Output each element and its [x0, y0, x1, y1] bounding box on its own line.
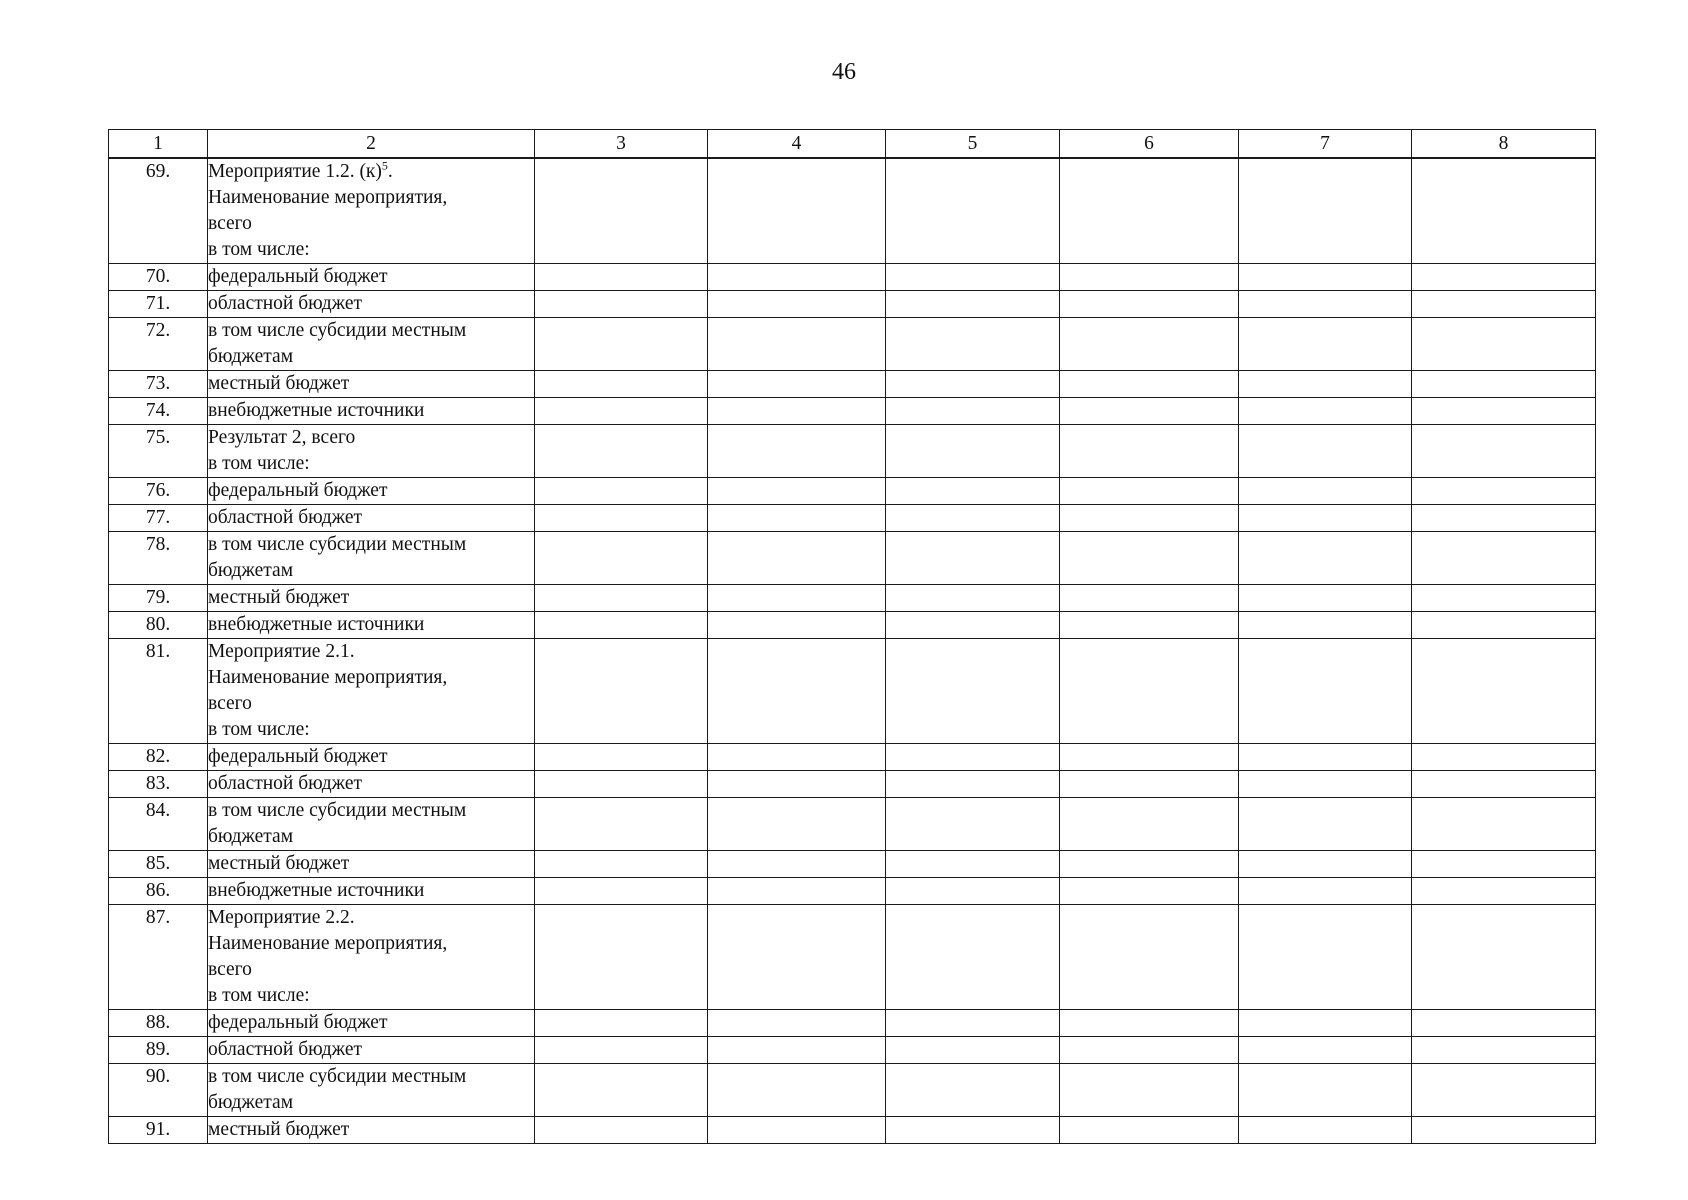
value-cell-col-6 [1060, 318, 1239, 371]
row-number: 75. [109, 425, 208, 478]
value-cell-col-8 [1412, 771, 1596, 798]
row-label: областной бюджет [208, 1037, 535, 1064]
value-cell-col-7 [1239, 318, 1412, 371]
value-cell-col-6 [1060, 425, 1239, 478]
value-cell-col-8 [1412, 505, 1596, 532]
value-cell-col-3 [535, 1064, 708, 1117]
value-cell-col-7 [1239, 532, 1412, 585]
row-label: в том числе субсидии местным бюджетам [208, 798, 535, 851]
value-cell-col-4 [708, 505, 886, 532]
value-cell-col-4 [708, 851, 886, 878]
row-number: 80. [109, 612, 208, 639]
value-cell-col-7 [1239, 371, 1412, 398]
value-cell-col-5 [886, 639, 1060, 744]
value-cell-col-3 [535, 158, 708, 264]
value-cell-col-6 [1060, 1010, 1239, 1037]
value-cell-col-4 [708, 291, 886, 318]
value-cell-col-4 [708, 1117, 886, 1144]
value-cell-col-7 [1239, 612, 1412, 639]
value-cell-col-5 [886, 505, 1060, 532]
table-row [109, 1117, 1596, 1144]
value-cell-col-3 [535, 878, 708, 905]
value-cell-col-4 [708, 398, 886, 425]
row-label: областной бюджет [208, 291, 535, 318]
row-label: местный бюджет [208, 371, 535, 398]
row-label: в том числе субсидии местным бюджетам [208, 1064, 535, 1117]
value-cell-col-3 [535, 425, 708, 478]
value-cell-col-7 [1239, 798, 1412, 851]
value-cell-col-5 [886, 878, 1060, 905]
value-cell-col-3 [535, 639, 708, 744]
value-cell-col-7 [1239, 1037, 1412, 1064]
value-cell-col-7 [1239, 878, 1412, 905]
value-cell-col-3 [535, 1037, 708, 1064]
row-label: внебюджетные источники [208, 612, 535, 639]
row-label: областной бюджет [208, 771, 535, 798]
row-label: федеральный бюджет [208, 1010, 535, 1037]
value-cell-col-7 [1239, 291, 1412, 318]
value-cell-col-6 [1060, 639, 1239, 744]
row-label: областной бюджет [208, 505, 535, 532]
value-cell-col-5 [886, 798, 1060, 851]
value-cell-col-5 [886, 425, 1060, 478]
column-header-6: 6 [1060, 130, 1239, 159]
row-label: в том числе субсидии местным бюджетам [208, 318, 535, 371]
row-number: 69. [109, 158, 208, 264]
value-cell-col-6 [1060, 585, 1239, 612]
value-cell-col-5 [886, 158, 1060, 264]
row-number: 82. [109, 744, 208, 771]
value-cell-col-5 [886, 371, 1060, 398]
value-cell-col-5 [886, 291, 1060, 318]
page-number: 46 [832, 59, 856, 85]
value-cell-col-3 [535, 905, 708, 1010]
value-cell-col-3 [535, 744, 708, 771]
budget-table [108, 129, 1596, 1144]
row-number: 87. [109, 905, 208, 1010]
value-cell-col-3 [535, 1010, 708, 1037]
value-cell-col-6 [1060, 1037, 1239, 1064]
row-number: 70. [109, 264, 208, 291]
value-cell-col-4 [708, 639, 886, 744]
row-number: 78. [109, 532, 208, 585]
value-cell-col-4 [708, 371, 886, 398]
value-cell-col-6 [1060, 771, 1239, 798]
value-cell-col-5 [886, 1117, 1060, 1144]
table-row [109, 505, 1596, 532]
column-number-row [109, 130, 1596, 159]
value-cell-col-7 [1239, 264, 1412, 291]
value-cell-col-3 [535, 771, 708, 798]
row-label: в том числе субсидии местным бюджетам [208, 532, 535, 585]
table-row [109, 1010, 1596, 1037]
value-cell-col-5 [886, 532, 1060, 585]
value-cell-col-8 [1412, 532, 1596, 585]
row-number: 71. [109, 291, 208, 318]
value-cell-col-8 [1412, 1037, 1596, 1064]
value-cell-col-6 [1060, 744, 1239, 771]
value-cell-col-8 [1412, 639, 1596, 744]
value-cell-col-6 [1060, 478, 1239, 505]
row-number: 76. [109, 478, 208, 505]
table-row [109, 639, 1596, 744]
value-cell-col-8 [1412, 425, 1596, 478]
value-cell-col-3 [535, 1117, 708, 1144]
value-cell-col-6 [1060, 532, 1239, 585]
row-number: 73. [109, 371, 208, 398]
table-row [109, 371, 1596, 398]
value-cell-col-5 [886, 1037, 1060, 1064]
table-row [109, 771, 1596, 798]
value-cell-col-5 [886, 905, 1060, 1010]
value-cell-col-4 [708, 798, 886, 851]
value-cell-col-5 [886, 264, 1060, 291]
value-cell-col-4 [708, 905, 886, 1010]
value-cell-col-3 [535, 612, 708, 639]
value-cell-col-8 [1412, 158, 1596, 264]
table-row [109, 744, 1596, 771]
value-cell-col-8 [1412, 1117, 1596, 1144]
row-label: федеральный бюджет [208, 478, 535, 505]
footnote-marker: 5 [381, 158, 388, 173]
value-cell-col-5 [886, 478, 1060, 505]
value-cell-col-5 [886, 318, 1060, 371]
value-cell-col-6 [1060, 1117, 1239, 1144]
column-header-4: 4 [708, 130, 886, 159]
row-number: 85. [109, 851, 208, 878]
row-label: внебюджетные источники [208, 878, 535, 905]
value-cell-col-7 [1239, 158, 1412, 264]
value-cell-col-5 [886, 1010, 1060, 1037]
value-cell-col-7 [1239, 639, 1412, 744]
row-label: Мероприятие 2.2. Наименование мероприятия, всего в том числе: [208, 905, 535, 1010]
column-header-7: 7 [1239, 130, 1412, 159]
value-cell-col-7 [1239, 505, 1412, 532]
value-cell-col-7 [1239, 905, 1412, 1010]
table-row [109, 425, 1596, 478]
value-cell-col-6 [1060, 612, 1239, 639]
table-row [109, 905, 1596, 1010]
value-cell-col-5 [886, 744, 1060, 771]
value-cell-col-5 [886, 771, 1060, 798]
value-cell-col-6 [1060, 371, 1239, 398]
value-cell-col-6 [1060, 264, 1239, 291]
value-cell-col-6 [1060, 798, 1239, 851]
value-cell-col-7 [1239, 744, 1412, 771]
value-cell-col-8 [1412, 371, 1596, 398]
row-number: 77. [109, 505, 208, 532]
value-cell-col-7 [1239, 585, 1412, 612]
value-cell-col-6 [1060, 851, 1239, 878]
table-row [109, 1064, 1596, 1117]
row-label: внебюджетные источники [208, 398, 535, 425]
row-number: 86. [109, 878, 208, 905]
row-number: 84. [109, 798, 208, 851]
value-cell-col-8 [1412, 878, 1596, 905]
row-number: 88. [109, 1010, 208, 1037]
table-row [109, 585, 1596, 612]
row-label: местный бюджет [208, 585, 535, 612]
table-row [109, 851, 1596, 878]
value-cell-col-3 [535, 291, 708, 318]
value-cell-col-7 [1239, 398, 1412, 425]
value-cell-col-4 [708, 318, 886, 371]
value-cell-col-8 [1412, 744, 1596, 771]
row-label: Мероприятие 2.1. Наименование мероприятия, всего в том числе: [208, 639, 535, 744]
value-cell-col-7 [1239, 851, 1412, 878]
value-cell-col-3 [535, 798, 708, 851]
table-row [109, 398, 1596, 425]
value-cell-col-4 [708, 585, 886, 612]
row-number: 90. [109, 1064, 208, 1117]
value-cell-col-3 [535, 505, 708, 532]
value-cell-col-6 [1060, 291, 1239, 318]
table-row [109, 291, 1596, 318]
value-cell-col-7 [1239, 478, 1412, 505]
value-cell-col-4 [708, 612, 886, 639]
row-label: федеральный бюджет [208, 744, 535, 771]
row-label [208, 158, 535, 264]
value-cell-col-6 [1060, 398, 1239, 425]
value-cell-col-3 [535, 478, 708, 505]
table-row [109, 264, 1596, 291]
table-row [109, 612, 1596, 639]
row-label: местный бюджет [208, 851, 535, 878]
value-cell-col-8 [1412, 851, 1596, 878]
value-cell-col-5 [886, 1064, 1060, 1117]
value-cell-col-6 [1060, 1064, 1239, 1117]
row-label: местный бюджет [208, 1117, 535, 1144]
row-label: Результат 2, всего в том числе: [208, 425, 535, 478]
column-header-2: 2 [208, 130, 535, 159]
value-cell-col-3 [535, 585, 708, 612]
value-cell-col-8 [1412, 291, 1596, 318]
value-cell-col-5 [886, 398, 1060, 425]
value-cell-col-7 [1239, 1010, 1412, 1037]
value-cell-col-4 [708, 1010, 886, 1037]
table-body [109, 158, 1596, 1144]
value-cell-col-5 [886, 585, 1060, 612]
value-cell-col-5 [886, 851, 1060, 878]
value-cell-col-8 [1412, 612, 1596, 639]
value-cell-col-4 [708, 1064, 886, 1117]
table-row [109, 478, 1596, 505]
value-cell-col-7 [1239, 771, 1412, 798]
value-cell-col-4 [708, 1037, 886, 1064]
table-row [109, 158, 1596, 264]
table-row [109, 878, 1596, 905]
value-cell-col-4 [708, 771, 886, 798]
value-cell-col-3 [535, 318, 708, 371]
row-number: 72. [109, 318, 208, 371]
row-number: 91. [109, 1117, 208, 1144]
row-label-text-rest: . Наименование мероприятия, всего в том числе: [208, 161, 448, 260]
column-header-8: 8 [1412, 130, 1596, 159]
value-cell-col-7 [1239, 425, 1412, 478]
row-label-text: Мероприятие 1.2. (к) [208, 161, 382, 182]
value-cell-col-8 [1412, 798, 1596, 851]
value-cell-col-8 [1412, 1010, 1596, 1037]
column-header-1: 1 [109, 130, 208, 159]
value-cell-col-6 [1060, 505, 1239, 532]
table-row [109, 1037, 1596, 1064]
value-cell-col-4 [708, 478, 886, 505]
value-cell-col-7 [1239, 1117, 1412, 1144]
value-cell-col-8 [1412, 264, 1596, 291]
value-cell-col-3 [535, 371, 708, 398]
column-header-3: 3 [535, 130, 708, 159]
value-cell-col-4 [708, 878, 886, 905]
table-row [109, 318, 1596, 371]
value-cell-col-6 [1060, 878, 1239, 905]
value-cell-col-4 [708, 744, 886, 771]
value-cell-col-3 [535, 398, 708, 425]
value-cell-col-3 [535, 532, 708, 585]
value-cell-col-6 [1060, 905, 1239, 1010]
value-cell-col-4 [708, 425, 886, 478]
value-cell-col-3 [535, 264, 708, 291]
value-cell-col-3 [535, 851, 708, 878]
value-cell-col-8 [1412, 398, 1596, 425]
value-cell-col-6 [1060, 158, 1239, 264]
row-number: 89. [109, 1037, 208, 1064]
row-label: федеральный бюджет [208, 264, 535, 291]
table-row [109, 798, 1596, 851]
row-number: 79. [109, 585, 208, 612]
value-cell-col-8 [1412, 318, 1596, 371]
row-number: 83. [109, 771, 208, 798]
value-cell-col-8 [1412, 905, 1596, 1010]
value-cell-col-7 [1239, 1064, 1412, 1117]
value-cell-col-8 [1412, 585, 1596, 612]
value-cell-col-8 [1412, 478, 1596, 505]
value-cell-col-5 [886, 612, 1060, 639]
row-number: 74. [109, 398, 208, 425]
value-cell-col-4 [708, 264, 886, 291]
value-cell-col-4 [708, 158, 886, 264]
value-cell-col-8 [1412, 1064, 1596, 1117]
value-cell-col-4 [708, 532, 886, 585]
column-header-5: 5 [886, 130, 1060, 159]
row-number: 81. [109, 639, 208, 744]
table-row [109, 532, 1596, 585]
